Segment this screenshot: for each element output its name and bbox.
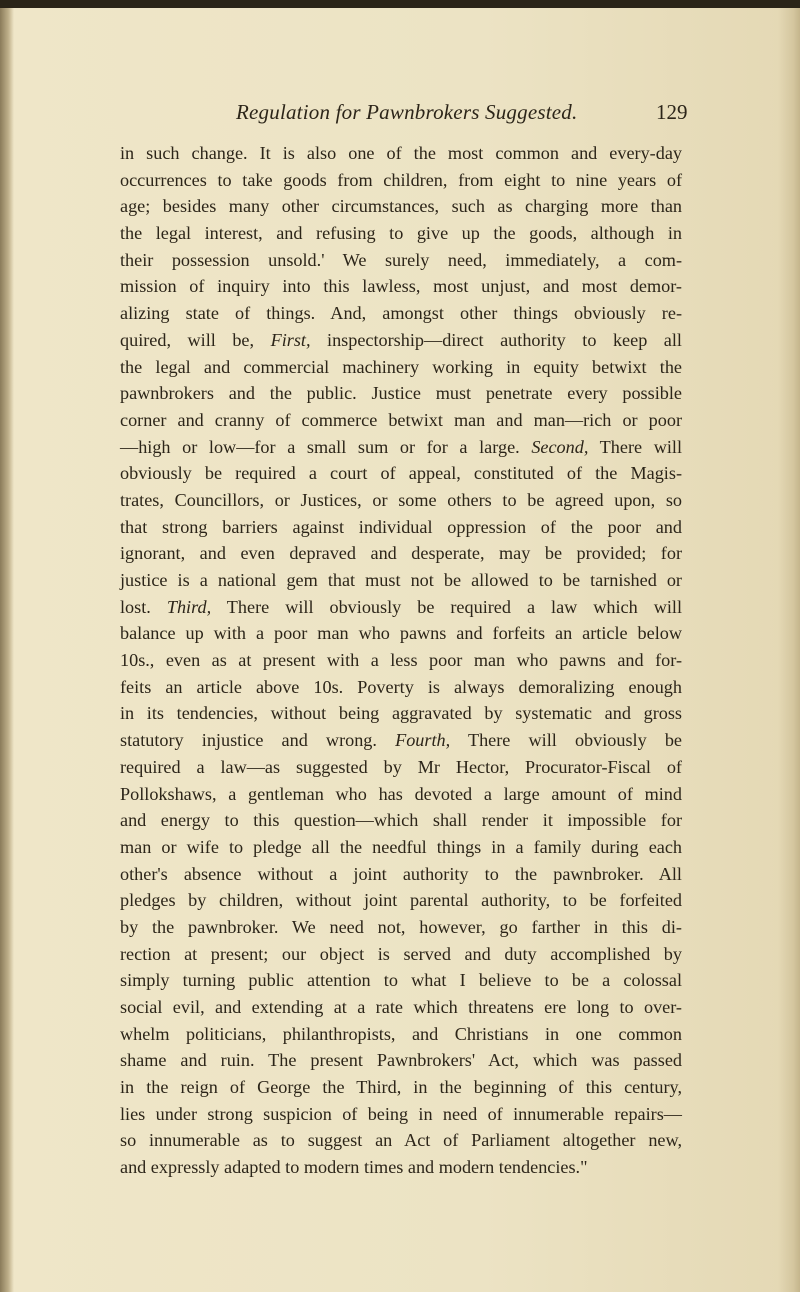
text-line (120, 327, 682, 354)
text-segment: occurrences to take goods from children, from eight to nine years of (120, 169, 682, 190)
page-number: 129 (656, 100, 688, 124)
text-segment: There will obviously be required a law which will (211, 596, 683, 617)
text-segment: required a law—as suggested by Mr Hector, Procurator-Fiscal of (120, 756, 682, 777)
text-segment: obviously be required a court of appeal, constituted of the Magis- (120, 463, 682, 484)
text-line (120, 834, 682, 861)
text-line (120, 594, 682, 621)
text-line (120, 247, 682, 274)
text-segment: There will obviously be (450, 730, 682, 751)
italic-enumerator: Third, (166, 596, 212, 617)
text-segment: Pollokshaws, a gentleman who has devoted a large amount of mind (120, 783, 682, 804)
text-segment: justice is a national gem that must not be allowed to be tarnished or (120, 570, 682, 590)
text-line (120, 620, 682, 647)
text-segment: quired, will be, (120, 329, 271, 350)
text-line (120, 193, 682, 220)
text-segment: the legal and commercial machinery working in equity betwixt the (120, 356, 682, 377)
text-segment: mission of inquiry into this lawless, most unjust, and most demor- (120, 276, 682, 297)
text-segment: shame and ruin. The present Pawnbrokers' Act, which was passed (120, 1050, 682, 1071)
text-line (120, 1101, 682, 1128)
text-line (120, 1127, 682, 1154)
text-segment: in the reign of George the Third, in the beginning of this century, (120, 1077, 682, 1098)
text-line (120, 300, 682, 327)
italic-enumerator: First, (270, 329, 311, 350)
running-title: Regulation for Pawnbrokers Suggested. (236, 100, 578, 124)
text-segment: man or wife to pledge all the needful things in a family during each (120, 836, 682, 857)
text-segment: corner and cranny of commerce betwixt man and man—rich or poor (120, 409, 682, 430)
text-line (120, 273, 682, 300)
text-segment: inspectorship—direct authority to keep all (310, 329, 682, 350)
text-line (120, 220, 682, 247)
text-segment: social evil, and extending at a rate which threatens ere long to over- (120, 997, 682, 1017)
text-line (120, 514, 682, 541)
text-segment: balance up with a poor man who pawns and forfeits an article below (120, 623, 682, 644)
text-segment: lost. (120, 596, 167, 617)
text-line (120, 1074, 682, 1101)
text-segment: in such change. It is also one of the most common and every-day (120, 143, 682, 163)
italic-enumerator: Second, (531, 436, 589, 457)
text-line (120, 941, 682, 968)
text-line (120, 647, 682, 674)
text-segment: feits an article above 10s. Poverty is always demoralizing enough (120, 676, 682, 697)
text-segment: statutory injustice and wrong. (120, 730, 396, 751)
text-line (120, 914, 682, 941)
text-line (120, 967, 682, 994)
text-line (120, 861, 682, 888)
text-line (120, 700, 682, 727)
text-line (120, 354, 682, 381)
text-segment: age; besides many other circumstances, such as charging more than (120, 196, 682, 217)
text-line (120, 994, 682, 1021)
text-segment: in its tendencies, without being aggravated by systematic and gross (120, 703, 682, 724)
text-segment: alizing state of things. And, amongst other things obviously re- (120, 303, 682, 324)
text-segment: the legal interest, and refusing to give up the goods, although in (120, 223, 682, 244)
text-line (120, 1047, 682, 1074)
text-line (120, 460, 682, 487)
text-segment: pawnbrokers and the public. Justice must penetrate every possible (120, 383, 682, 404)
text-segment: trates, Councillors, or Justices, or some others to be agreed upon, so (120, 489, 682, 510)
text-segment: whelm politicians, philanthropists, and Christians in one common (120, 1023, 682, 1044)
body-text (120, 140, 682, 1181)
text-segment: their possession unsold.' We surely need, immediately, a com- (120, 249, 682, 270)
text-line (120, 434, 682, 461)
text-segment: other's absence without a joint authority to the pawnbroker. All (120, 863, 682, 884)
text-line (120, 487, 682, 514)
text-line (120, 380, 682, 407)
page-left-edge (0, 8, 14, 1292)
text-line (120, 781, 682, 808)
text-segment: by the pawnbroker. We need not, however, go farther in this di- (120, 916, 682, 937)
text-line (120, 407, 682, 434)
text-segment: 10s., even as at present with a less poor man who pawns and for- (120, 650, 682, 671)
text-line (120, 140, 682, 167)
text-line (120, 567, 682, 594)
text-segment: and energy to this question—which shall render it impossible for (120, 810, 682, 831)
text-segment: lies under strong suspicion of being in need of innumerable repairs— (120, 1103, 682, 1124)
text-segment: ignorant, and even depraved and desperate, may be provided; for (120, 543, 682, 564)
text-segment: —high or low—for a small sum or for a large. (120, 436, 532, 457)
text-segment: that strong barriers against individual oppression of the poor and (120, 516, 682, 537)
text-line (120, 807, 682, 834)
text-line (120, 887, 682, 914)
page-header (0, 100, 800, 130)
text-line (120, 1021, 682, 1048)
text-segment: rection at present; our object is served and duty accomplished by (120, 943, 682, 964)
italic-enumerator: Fourth, (395, 730, 451, 751)
text-segment: pledges by children, without joint parental authority, to be forfeited (120, 890, 682, 911)
text-line (120, 727, 682, 754)
text-line (120, 754, 682, 781)
text-line (120, 540, 682, 567)
text-segment: There will (588, 436, 682, 457)
text-line (120, 167, 682, 194)
text-segment: so innumerable as to suggest an Act of Parliament altogether new, (120, 1130, 682, 1151)
page-right-edge (778, 8, 800, 1292)
text-line (120, 674, 682, 701)
scan-top-border (0, 0, 800, 8)
text-segment: simply turning public attention to what I believe to be a colossal (120, 970, 682, 991)
text-line (120, 1154, 682, 1181)
text-segment: and expressly adapted to modern times and modern tendencies." (120, 1157, 588, 1178)
